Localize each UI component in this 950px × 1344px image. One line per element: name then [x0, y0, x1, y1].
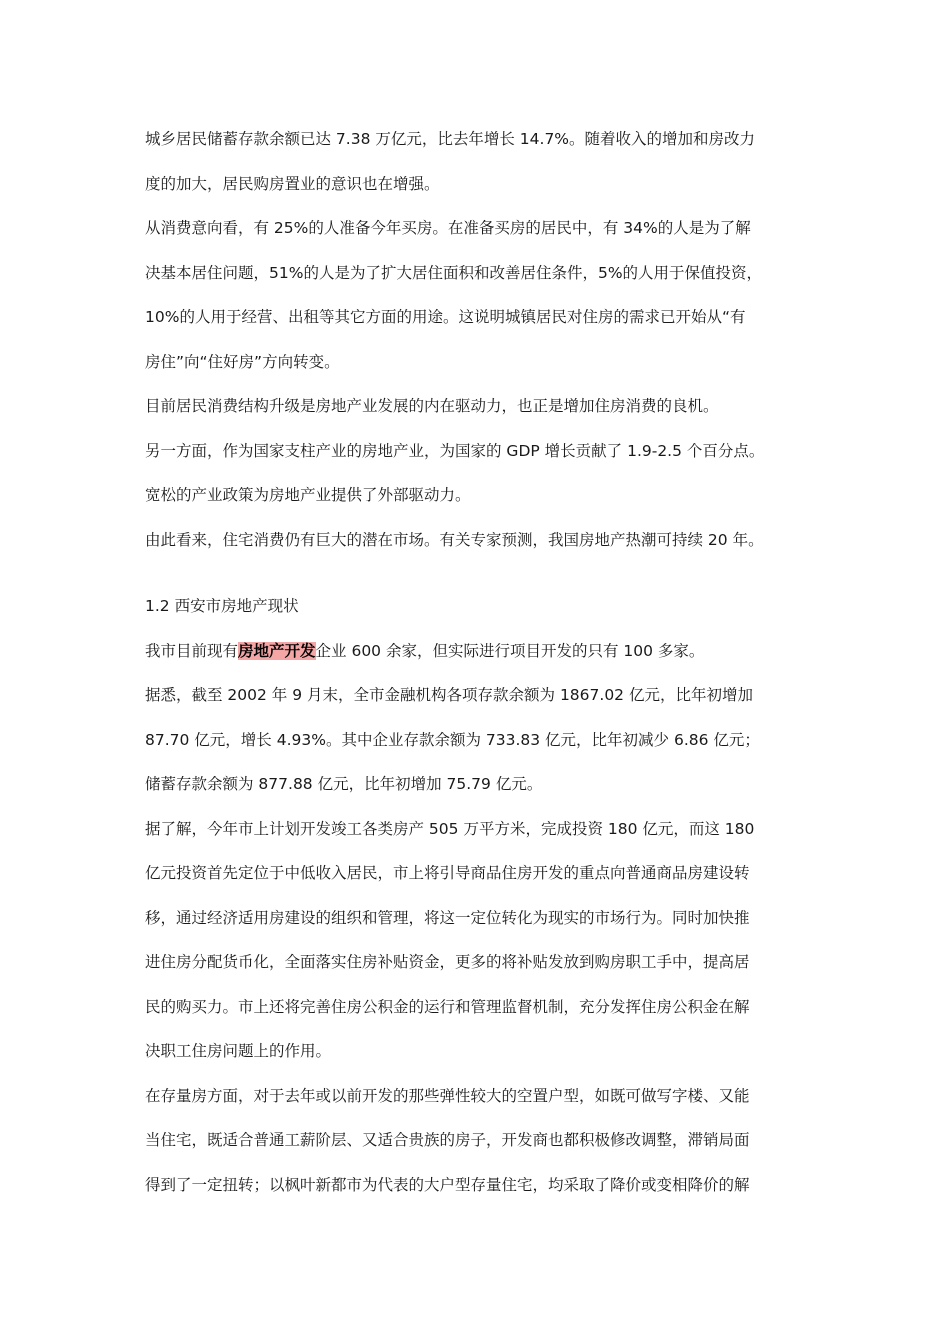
text-line: 房住”向“住好房”方向转变。 — [145, 352, 340, 371]
paragraph-potential-market: 由此看来，住宅消费仍有巨大的潜在市场。有关专家预测，我国房地产热潮可持续 20 年。 — [145, 530, 764, 549]
text-line: 进住房分配货币化，全面落实住房补贴资金，更多的将补贴发放到购房职工手中，提高居 — [145, 953, 750, 971]
text-line: 亿元投资首先定位于中低收入居民，市上将引导商品住房开发的重点向普通商品房建设转 — [145, 864, 750, 882]
text-segment: 我市目前现有 — [145, 641, 239, 660]
text-line: 87.70 亿元，增长 4.93%。其中企业存款余额为 733.83 亿元，比年初减少 6.86 亿元； — [145, 730, 760, 749]
paragraph-policy: 宽松的产业政策为房地产业提供了外部驱动力。 — [145, 486, 471, 504]
paragraph-deposits — [145, 673, 810, 807]
text-line: 得到了一定扭转；以枫叶新都市为代表的大户型存量住宅，均采取了降价或变相降价的解 — [145, 1175, 750, 1194]
text-line: 决职工住房问题上的作用。 — [145, 1042, 332, 1060]
text-line: 据悉，截至 2002 年 9 月末，全市金融机构各项存款余额为 1867.02 亿元，比年初增加 — [145, 686, 753, 704]
paragraph-city-plan — [145, 807, 810, 1074]
text-line: 城乡居民储蓄存款余额已达 7.38 万亿元，比去年增长 14.7%。随着收入的增加和房改力 — [145, 130, 756, 148]
paragraph-developers — [145, 629, 810, 674]
text-segment: 企业 600 余家，但实际进行项目开发的只有 100 多家。 — [315, 641, 705, 660]
text-line: 当住宅，既适合普通工薪阶层、又适合贵族的房子，开发商也都积极修改调整，滞销局面 — [145, 1131, 750, 1149]
paragraph-savings — [145, 117, 810, 206]
text-line: 在存量房方面，对于去年或以前开发的那些弹性较大的空置户型，如既可做写字楼、又能 — [145, 1086, 750, 1105]
document-body — [145, 117, 810, 1207]
paragraph-gdp: 另一方面，作为国家支柱产业的房地产业，为国家的 GDP 增长贡献了 1.9-2.5 个百分点。 — [145, 441, 765, 460]
text-line: 从消费意向看，有 25%的人准备今年买房。在准备买房的居民中，有 34%的人是为了解 — [145, 219, 751, 237]
text-line: 民的购买力。市上还将完善住房公积金的运行和管理监督机制，充分发挥住房公积金在解 — [145, 997, 750, 1016]
text-line: 决基本居住问题，51%的人是为了扩大居住面积和改善居住条件，5%的人用于保值投资， — [145, 263, 763, 282]
paragraph-driving-force: 目前居民消费结构升级是房地产业发展的内在驱动力，也正是增加住房消费的良机。 — [145, 397, 719, 415]
text-line: 储蓄存款余额为 877.88 亿元，比年初增加 75.79 亿元。 — [145, 775, 543, 793]
text-line: 移，通过经济适用房建设的组织和管理，将这一定位转化为现实的市场行为。同时加快推 — [145, 908, 750, 927]
section-heading: 1.2 西安市房地产现状 — [145, 597, 299, 615]
text-line: 据了解，今年市上计划开发竣工各类房产 505 万平方米，完成投资 180 亿元，而这 180 — [145, 819, 755, 838]
text-line: 10%的人用于经营、出租等其它方面的用途。这说明城镇居民对住房的需求已开始从“有 — [145, 308, 746, 326]
paragraph-consumption-intent — [145, 206, 810, 384]
paragraph-existing-stock — [145, 1074, 810, 1208]
text-line: 度的加大，居民购房置业的意识也在增强。 — [145, 174, 440, 193]
highlighted-term: 房地产开发 — [238, 641, 316, 660]
